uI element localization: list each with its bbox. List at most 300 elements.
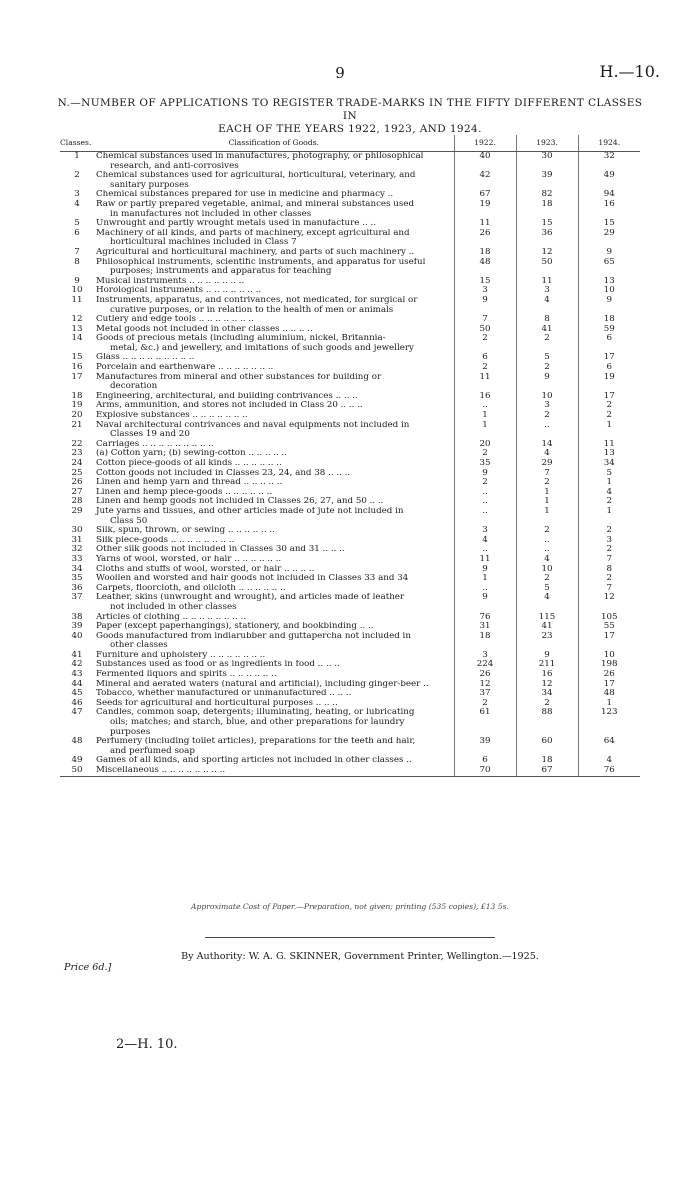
description-line: Glass .. .. .. .. .. .. .. .. ..: [96, 353, 195, 363]
count-1922: 26: [454, 670, 516, 680]
count-1923: 23: [516, 632, 578, 651]
class-description: [94, 190, 454, 200]
table-row: [60, 392, 640, 402]
table-row: [60, 526, 640, 536]
count-1923: 7: [516, 469, 578, 479]
count-1922: 20: [454, 440, 516, 450]
count-1924: 198: [600, 660, 618, 670]
count-1922: 76: [454, 613, 516, 623]
count-1924: 15: [603, 219, 615, 229]
count-1924: 7: [606, 583, 613, 593]
count-1923: 82: [516, 190, 578, 200]
count-1922: 15: [454, 277, 516, 287]
count-1924: 7: [606, 554, 613, 564]
count-1924: 2: [606, 497, 613, 507]
class-number: 10: [71, 286, 83, 296]
description-line: Perfumery (including toilet articles), preparations for the teeth and hair,: [96, 737, 416, 747]
description-line: not included in other classes: [110, 601, 237, 612]
class-number: 13: [71, 324, 83, 334]
count-1923: 88: [516, 708, 578, 737]
column-header-classes: Classes.: [60, 135, 94, 152]
table-row: [60, 622, 640, 632]
count-1924: 2: [606, 411, 613, 421]
class-description: [94, 680, 454, 690]
class-number: 49: [71, 756, 83, 766]
description-line: Linen and hemp yarn and thread .. .. .. .. ..: [96, 478, 283, 488]
count-1924: 2: [606, 574, 613, 584]
count-1922: 70: [454, 766, 516, 776]
description-line: Paper (except paperhangings), stationery, and bookbinding .. ..: [96, 622, 374, 632]
count-1924: 1: [606, 420, 613, 430]
class-description: [94, 334, 454, 353]
count-1924: 4: [606, 487, 613, 497]
table-row: [60, 401, 640, 411]
class-description: [94, 411, 454, 421]
column-header-1922: 1922.: [454, 135, 516, 152]
class-description: [94, 258, 454, 277]
table-row: [60, 699, 640, 709]
count-1924: 1: [606, 506, 613, 516]
description-line: Carriages .. .. .. .. .. .. .. .. ..: [96, 439, 214, 449]
count-1922: 19: [454, 200, 516, 219]
table-row: [60, 756, 640, 766]
table-row: [60, 248, 640, 258]
table-row: [60, 708, 640, 737]
table-row: [60, 200, 640, 219]
description-line: Manufactures from mineral and other substances for building or: [96, 372, 382, 382]
class-description: [94, 689, 454, 699]
table-row: [60, 488, 640, 498]
description-line: Other silk goods not included in Classes 30 and 31 .. .. ..: [96, 545, 345, 555]
class-number: 26: [71, 478, 83, 488]
count-1923: 12: [516, 248, 578, 258]
count-1923: 11: [516, 277, 578, 287]
table-row: [60, 536, 640, 546]
count-1922: 18: [454, 632, 516, 651]
class-number: 20: [71, 411, 83, 421]
description-line: Tobacco, whether manufactured or unmanufactured .. .. ..: [96, 689, 352, 699]
description-line: horticultural machines included in Class 7: [110, 237, 297, 248]
class-number: 18: [71, 391, 83, 401]
table-row: [60, 152, 640, 172]
description-line: Horological instruments .. .. .. .. .. .. ..: [96, 286, 262, 296]
table-row: [60, 440, 640, 450]
count-1923: 3: [516, 401, 578, 411]
description-line: Cutlery and edge tools .. .. .. .. .. .. ..: [96, 315, 254, 325]
count-1922: 3: [454, 286, 516, 296]
class-description: [94, 469, 454, 479]
description-line: Goods manufactured from indiarubber and guttapercha not included in: [96, 631, 411, 641]
page-number: 9: [335, 64, 345, 82]
class-description: [94, 421, 454, 440]
count-1924: 19: [603, 372, 615, 382]
table-row: [60, 670, 640, 680]
class-number: 38: [71, 612, 83, 622]
count-1923: 8: [516, 315, 578, 325]
description-line: Mineral and aerated waters (natural and artificial), including ginger-beer ..: [96, 679, 429, 689]
class-description: [94, 737, 454, 756]
count-1924: 1: [606, 698, 613, 708]
count-1924: 2: [606, 545, 613, 555]
description-line: Classes 19 and 20: [110, 429, 190, 440]
class-number: 2: [74, 171, 80, 181]
count-1924: 105: [600, 612, 618, 622]
class-number: 9: [74, 276, 80, 286]
table-row: [60, 574, 640, 584]
description-line: Silk, spun, thrown, or sewing .. .. .. .. .. ..: [96, 526, 275, 536]
class-number: 46: [71, 698, 83, 708]
description-line: Chemical substances used for agricultural, horticultural, veterinary, and: [96, 171, 416, 181]
count-1924: 12: [603, 593, 615, 603]
count-1923: 9: [516, 373, 578, 392]
count-1923: 41: [516, 325, 578, 335]
count-1923: 2: [516, 411, 578, 421]
count-1924: 9: [606, 247, 613, 257]
count-1923: 67: [516, 766, 578, 776]
table-row: [60, 449, 640, 459]
description-line: decoration: [110, 381, 158, 392]
table-row: [60, 507, 640, 526]
class-number: 43: [71, 670, 83, 680]
description-line: metal, &c.) and jewellery, and imitations of such goods and jewellery: [110, 342, 414, 353]
table-row: [60, 219, 640, 229]
class-number: 22: [71, 439, 83, 449]
count-1923: 211: [516, 660, 578, 670]
count-1922: 11: [454, 555, 516, 565]
table-row: [60, 353, 640, 363]
count-1924: 9: [606, 295, 613, 305]
class-number: 25: [71, 468, 83, 478]
description-line: Silk piece-goods .. .. .. .. .. .. .. ..: [96, 535, 235, 545]
count-1922: 1: [454, 421, 516, 440]
class-description: [94, 277, 454, 287]
class-number: 8: [74, 257, 80, 267]
count-1922: 16: [454, 392, 516, 402]
table-title: [50, 97, 650, 136]
class-number: 40: [71, 631, 83, 641]
table-row: [60, 545, 640, 555]
count-1922: 37: [454, 689, 516, 699]
class-number: 35: [71, 574, 83, 584]
description-line: Explosive substances .. .. .. .. .. .. ..: [96, 411, 248, 421]
description-line: Leather, skins (unwrought and wrought), and articles made of leather: [96, 593, 405, 603]
price: Price 6d.]: [64, 962, 112, 973]
class-description: [94, 401, 454, 411]
class-number: 48: [71, 737, 83, 747]
count-1922: 6: [454, 353, 516, 363]
class-description: [94, 766, 454, 776]
table-row: [60, 584, 640, 594]
count-1923: 29: [516, 459, 578, 469]
count-1922: 39: [454, 737, 516, 756]
count-1923: 60: [516, 737, 578, 756]
count-1924: 6: [606, 334, 613, 344]
description-line: Naval architectural contrivances and naval equipments not included in: [96, 420, 410, 430]
class-description: [94, 392, 454, 402]
count-1922: ..: [454, 584, 516, 594]
count-1922: 40: [454, 152, 516, 172]
description-line: Metal goods not included in other classes .. .. .. ..: [96, 324, 313, 334]
description-line: (a) Cotton yarn; (b) sewing-cotton .. .. .. .. ..: [96, 449, 288, 459]
class-description: [94, 296, 454, 315]
description-line: Agricultural and horticultural machinery, and parts of such machinery ..: [96, 247, 415, 257]
description-line: Cotton piece-goods of all kinds .. .. .. .. .. ..: [96, 459, 282, 468]
table-row: [60, 593, 640, 612]
count-1923: 4: [516, 555, 578, 565]
table-row: [60, 296, 640, 315]
count-1923: 36: [516, 229, 578, 248]
count-1923: 2: [516, 526, 578, 536]
class-number: 5: [74, 219, 80, 229]
class-number: 42: [71, 660, 83, 670]
count-1922: 224: [454, 660, 516, 670]
table-row: [60, 565, 640, 575]
column-header-classification: Classification of Goods.: [94, 135, 454, 152]
count-1922: 2: [454, 363, 516, 373]
class-description: [94, 353, 454, 363]
count-1923: 1: [516, 507, 578, 526]
count-1924: 17: [603, 391, 615, 401]
description-line: Furniture and upholstery .. .. .. .. .. .. ..: [96, 650, 266, 660]
description-line: purposes; instruments and apparatus for teaching: [110, 266, 332, 277]
class-description: [94, 315, 454, 325]
description-line: other classes: [110, 640, 168, 651]
description-line: Miscellaneous .. .. .. .. .. .. .. ..: [96, 766, 226, 775]
class-description: [94, 325, 454, 335]
class-number: 3: [74, 190, 80, 200]
count-1924: 48: [603, 689, 615, 699]
count-1922: 12: [454, 680, 516, 690]
class-description: [94, 497, 454, 507]
count-1924: 16: [603, 199, 615, 209]
count-1924: 2: [606, 526, 613, 536]
count-1922: 2: [454, 334, 516, 353]
class-number: 32: [71, 545, 83, 555]
count-1924: 123: [600, 708, 618, 718]
cost-note: Approximate Cost of Paper.—Preparation, not given; printing (535 copies), £13 5s.: [191, 902, 509, 911]
description-line: oils; matches; and starch, blue, and other preparations for laundry: [110, 717, 405, 728]
count-1924: 59: [603, 324, 615, 334]
table-header-row: [60, 135, 640, 152]
count-1923: 4: [516, 296, 578, 315]
count-1922: 18: [454, 248, 516, 258]
class-description: [94, 507, 454, 526]
description-line: and perfumed soap: [110, 745, 195, 756]
count-1922: 67: [454, 190, 516, 200]
description-line: Chemical substances used in manufactures, photography, or philosophical: [96, 151, 424, 161]
count-1922: 7: [454, 315, 516, 325]
table-row: [60, 411, 640, 421]
count-1923: 2: [516, 478, 578, 488]
class-description: [94, 574, 454, 584]
class-number: 27: [71, 487, 83, 497]
description-line: sanitary purposes: [110, 179, 189, 190]
authority-rule: [205, 937, 495, 938]
trademark-classes-table: [60, 135, 640, 777]
class-number: 7: [74, 247, 80, 257]
count-1922: 2: [454, 449, 516, 459]
count-1924: 34: [603, 459, 615, 468]
description-line: Articles of clothing .. .. .. .. .. .. .. ..: [96, 612, 247, 622]
description-line: Philosophical instruments, scientific instruments, and apparatus for useful: [96, 257, 426, 267]
class-description: [94, 219, 454, 229]
class-description: [94, 526, 454, 536]
class-number: 6: [74, 228, 80, 238]
description-line: Instruments, apparatus, and contrivances, not medicated, for surgical or: [96, 295, 418, 305]
table-row: [60, 286, 640, 296]
count-1924: 17: [603, 679, 615, 689]
table-title-line-1: N.—NUMBER OF APPLICATIONS TO REGISTER TRADE-MARKS IN THE FIFTY DIFFERENT CLASSES IN: [57, 97, 643, 122]
class-description: [94, 670, 454, 680]
table-row: [60, 469, 640, 479]
class-description: [94, 488, 454, 498]
class-description: [94, 593, 454, 612]
table-row: [60, 737, 640, 756]
count-1923: 9: [516, 651, 578, 661]
class-number: 33: [71, 554, 83, 564]
description-line: Linen and hemp goods not included in Classes 26, 27, and 50 .. ..: [96, 497, 384, 507]
class-number: 17: [71, 372, 83, 382]
count-1922: 9: [454, 296, 516, 315]
class-description: [94, 248, 454, 258]
count-1924: 10: [603, 286, 615, 296]
description-line: Jute yarns and tissues, and other articles made of jute not included in: [96, 506, 404, 516]
count-1924: 18: [603, 315, 615, 325]
count-1923: 2: [516, 699, 578, 709]
class-description: [94, 478, 454, 488]
description-line: curative purposes, or in relation to the health of men or animals: [110, 304, 394, 315]
class-description: [94, 200, 454, 219]
count-1922: 35: [454, 459, 516, 469]
table-row: [60, 680, 640, 690]
description-line: Substances used as food or as ingredients in food .. .. ..: [96, 660, 340, 670]
count-1922: 31: [454, 622, 516, 632]
table-row: [60, 229, 640, 248]
description-line: Linen and hemp piece-goods .. .. .. .. .. ..: [96, 487, 273, 497]
description-line: Woollen and worsted and hair goods not included in Classes 33 and 34: [96, 574, 409, 584]
count-1923: ..: [516, 536, 578, 546]
count-1923: ..: [516, 545, 578, 555]
count-1924: 4: [606, 756, 613, 766]
count-1922: 9: [454, 565, 516, 575]
class-number: 29: [71, 506, 83, 516]
table-row: [60, 190, 640, 200]
count-1922: 9: [454, 593, 516, 612]
count-1922: 50: [454, 325, 516, 335]
table-row: [60, 613, 640, 623]
description-line: purposes: [110, 726, 151, 737]
description-line: research, and anti-corrosives: [110, 160, 239, 171]
count-1922: 4: [454, 536, 516, 546]
count-1924: 55: [603, 622, 615, 632]
count-1922: ..: [454, 401, 516, 411]
class-number: 45: [71, 689, 83, 699]
count-1923: 5: [516, 353, 578, 363]
class-number: 15: [71, 353, 83, 363]
table-row: [60, 632, 640, 651]
class-number: 11: [71, 295, 83, 305]
description-line: Cotton goods not included in Classes 23, 24, and 38 .. .. ..: [96, 468, 351, 478]
sheet-reference: 2—H. 10.: [116, 1037, 178, 1052]
count-1923: 1: [516, 497, 578, 507]
description-line: Goods of precious metals (including aluminium, nickel, Britannia-: [96, 334, 386, 344]
class-number: 4: [74, 199, 80, 209]
count-1924: 10: [603, 650, 615, 660]
class-description: [94, 651, 454, 661]
count-1923: 10: [516, 565, 578, 575]
count-1923: 2: [516, 334, 578, 353]
table-row: [60, 766, 640, 776]
table-body: [60, 152, 640, 777]
count-1923: 5: [516, 584, 578, 594]
column-header-1923: 1923.: [516, 135, 578, 152]
description-line: in manufactures not included in other classes: [110, 208, 312, 219]
description-line: Unwrought and partly wrought metals used in manufacture .. ..: [96, 219, 377, 229]
count-1922: 3: [454, 526, 516, 536]
count-1924: 13: [603, 276, 615, 286]
class-description: [94, 459, 454, 469]
count-1922: 42: [454, 171, 516, 190]
class-description: [94, 152, 454, 172]
class-number: 21: [71, 420, 83, 430]
count-1924: 13: [603, 449, 615, 459]
count-1924: 2: [606, 401, 613, 411]
count-1924: 8: [606, 564, 613, 574]
table-row: [60, 651, 640, 661]
count-1923: 34: [516, 689, 578, 699]
description-line: Arms, ammunition, and stores not included in Class 20 .. .. ..: [96, 401, 363, 411]
class-description: [94, 632, 454, 651]
description-line: Class 50: [110, 515, 148, 526]
printer-authority: By Authority: W. A. G. SKINNER, Government Printer, Wellington.—1925.: [181, 951, 539, 962]
count-1923: 16: [516, 670, 578, 680]
count-1923: 2: [516, 574, 578, 584]
count-1923: 14: [516, 440, 578, 450]
count-1923: 115: [516, 613, 578, 623]
count-1922: 48: [454, 258, 516, 277]
column-header-1924: 1924.: [578, 135, 640, 152]
class-number: 34: [71, 564, 83, 574]
count-1924: 94: [603, 190, 615, 200]
table-row: [60, 497, 640, 507]
description-line: Engineering, architectural, and building contrivances .. .. ..: [96, 391, 358, 401]
count-1923: 3: [516, 286, 578, 296]
count-1922: 2: [454, 478, 516, 488]
count-1924: 5: [606, 468, 613, 478]
class-number: 50: [60, 766, 94, 776]
count-1922: ..: [454, 507, 516, 526]
count-1923: ..: [516, 421, 578, 440]
count-1922: 6: [454, 756, 516, 766]
count-1924: 26: [603, 670, 615, 680]
class-number: 28: [71, 497, 83, 507]
count-1922: 26: [454, 229, 516, 248]
table-row: [60, 555, 640, 565]
class-description: [94, 708, 454, 737]
count-1922: 1: [454, 574, 516, 584]
table-row: [60, 478, 640, 488]
class-description: [94, 440, 454, 450]
class-number: 24: [71, 459, 83, 468]
class-description: [94, 536, 454, 546]
class-number: 19: [71, 401, 83, 411]
class-description: [94, 373, 454, 392]
count-1922: 1: [454, 411, 516, 421]
count-1923: 39: [516, 171, 578, 190]
description-line: Machinery of all kinds, and parts of machinery, except agricultural and: [96, 228, 410, 238]
class-number: 39: [71, 622, 83, 632]
count-1924: 17: [603, 353, 615, 363]
